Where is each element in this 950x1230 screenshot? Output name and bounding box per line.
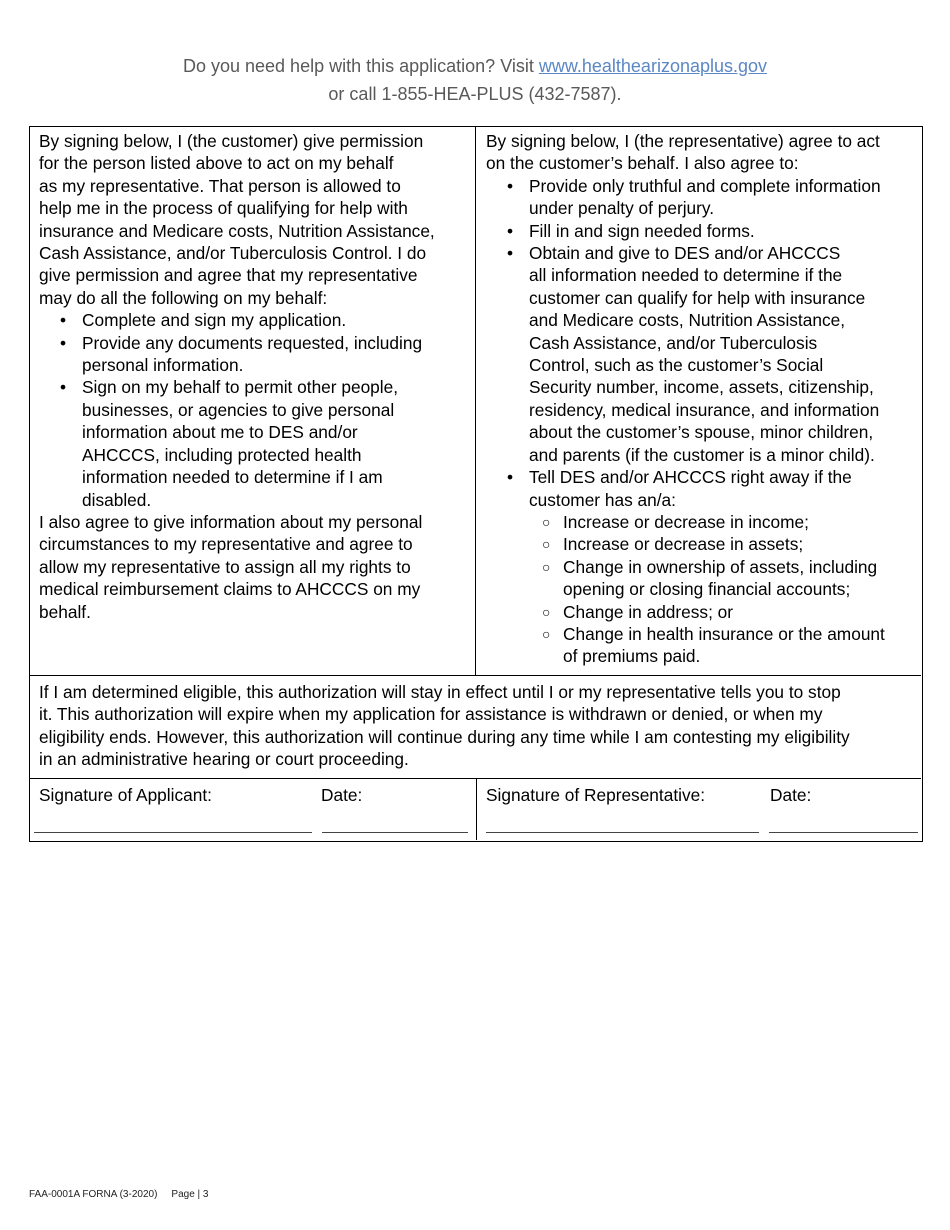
list-item: ○ Increase or decrease in income; (486, 511, 918, 533)
applicant-date-label: Date: (321, 785, 363, 805)
applicant-date-field[interactable] (322, 832, 468, 833)
list-item: • Tell DES and/or AHCCCS right away if the customer has an/a: (486, 466, 918, 511)
customer-intro: By signing below, I (the customer) give permission for the person listed above to act on my behalf as my representative. That person is allowed to help me in the process of qualifying for help with insurance and Medicare costs, Nutrition Assistance, Cash Assistance, and/or Tuberculosis Control. I do give permission and agree that my representative may do all the following on my behalf: (39, 131, 435, 308)
applicant-signature-label: Signature of Applicant: (39, 785, 212, 805)
representative-agreement-cell (476, 127, 922, 675)
list-item: • Provide any documents requested, including personal information. (39, 332, 469, 377)
change-report-list (486, 511, 918, 668)
list-item: • Obtain and give to DES and/or AHCCCS all information needed to determine if the customer can qualify for help with insurance and Medicare costs, Nutrition Assistance, Cash Assistance, and/or Tuberculosis Control, such as the customer’s Social Security number, income, assets, citizenship, residency, medical insurance, and information about the customer’s spouse, minor children, and parents (if the customer is a minor child). (486, 242, 918, 466)
help-text: Do you need help with this application? Visit (182, 56, 539, 76)
list-item: ○ Change in health insurance or the amount of premiums paid. (486, 623, 918, 668)
list-item: ○ Change in ownership of assets, including opening or closing financial accounts; (486, 556, 918, 601)
list-item: • Sign on my behalf to permit other people, businesses, or agencies to give personal information about me to DES and/or AHCCCS, including protected health information needed to determine if I am disabled. (39, 376, 469, 510)
list-item: • Fill in and sign needed forms. (486, 220, 918, 242)
applicant-signature-field[interactable] (34, 832, 312, 833)
representative-signature-label: Signature of Representative: (486, 785, 706, 805)
list-item: ○ Change in address; or (486, 601, 918, 623)
list-item: • Provide only truthful and complete information under penalty of perjury. (486, 175, 918, 220)
page-number: Page | 3 (171, 1189, 209, 1200)
signature-divider (476, 779, 477, 840)
help-phone-line: or call 1-855-HEA-PLUS (432-7587). (328, 84, 622, 104)
representative-date-label: Date: (770, 785, 812, 805)
signature-row (30, 779, 921, 840)
authorization-duration-cell (30, 675, 921, 779)
customer-permission-cell (30, 127, 476, 675)
help-line-1 (0, 52, 950, 80)
form-id: FAA-0001A FORNA (3-2020) (29, 1189, 158, 1200)
customer-closing: I also agree to give information about my personal circumstances to my representative and agree to allow my representative to assign all my rights to medical reimbursement claims to AHCCCS on my behalf. (39, 511, 423, 622)
list-item: • Complete and sign my application. (39, 309, 469, 331)
list-item: ○ Increase or decrease in assets; (486, 533, 918, 555)
page-footer (29, 1189, 208, 1200)
representative-intro: By signing below, I (the representative) agree to act on the customer’s behalf. I also agree to: (486, 131, 880, 174)
authorization-form-table (29, 126, 923, 842)
representative-agreement-list (486, 175, 918, 511)
help-website-link[interactable]: www.healthearizonaplus.gov (538, 56, 768, 76)
representative-signature-field[interactable] (486, 832, 759, 833)
customer-permission-list (39, 309, 469, 511)
help-banner (0, 52, 950, 108)
representative-date-field[interactable] (769, 832, 918, 833)
authorization-text: If I am determined eligible, this authorization will stay in effect until I or my representative tells you to stop it. This authorization will expire when my application for assistance is withdrawn or denied, or when my eligibility ends. However, this authorization will continue during any time while I am contesting my eligibility in an administrative hearing or court proceeding. (39, 682, 850, 770)
